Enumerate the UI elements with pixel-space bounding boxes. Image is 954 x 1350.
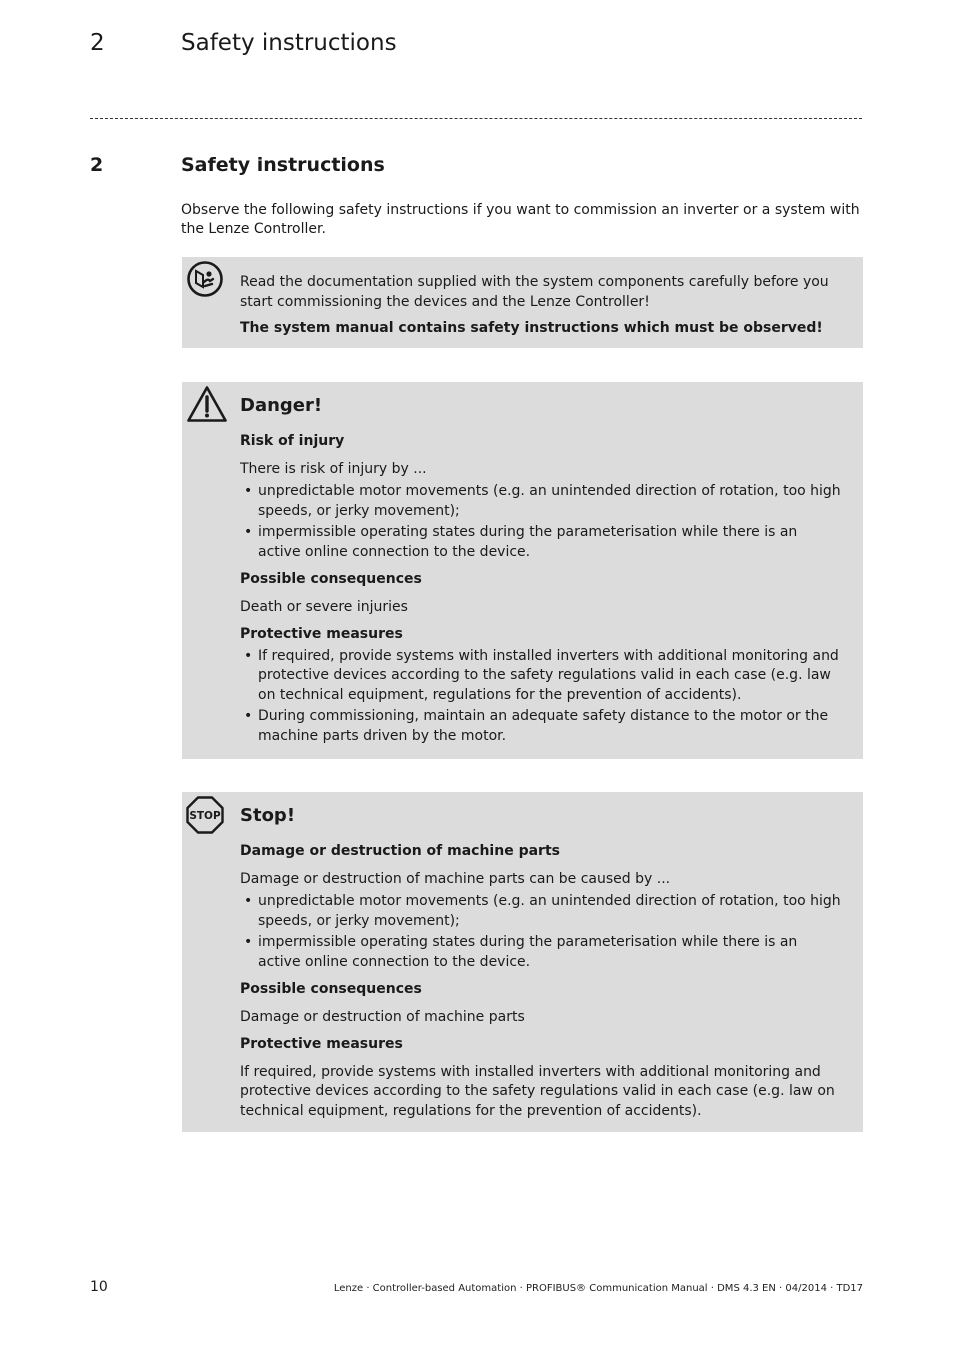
note-box bbox=[182, 257, 863, 348]
danger-heading: Risk of injury bbox=[240, 433, 345, 449]
list-item: • unpredictable motor movements (e.g. an unintended direction of rotation, too high speeds, or jerky movement); bbox=[240, 482, 843, 521]
danger-consequences: Death or severe injuries bbox=[240, 598, 408, 615]
stop-heading: Damage or destruction of machine parts bbox=[240, 843, 560, 859]
danger-measures-list bbox=[240, 647, 843, 747]
header-chapter-title: Safety instructions bbox=[181, 30, 397, 56]
stop-measures-heading: Protective measures bbox=[240, 1036, 403, 1052]
list-item: • unpredictable motor movements (e.g. an unintended direction of rotation, too high speeds, or jerky movement); bbox=[240, 892, 843, 931]
stop-box bbox=[182, 792, 863, 1132]
note-bold-text: The system manual contains safety instructions which must be observed! bbox=[240, 320, 823, 336]
list-item: • impermissible operating states during the parameterisation while there is an active online connection to the device. bbox=[240, 933, 843, 972]
danger-measures-heading: Protective measures bbox=[240, 626, 403, 642]
read-documentation-icon bbox=[186, 260, 224, 305]
stop-sign-text: STOP bbox=[189, 810, 221, 822]
footer-info: Lenze · Controller-based Automation · PROFIBUS® Communication Manual · DMS 4.3 EN · 04/2014 · TD17 bbox=[333, 1283, 863, 1294]
stop-sign-icon bbox=[186, 796, 224, 841]
section-number: 2 bbox=[90, 154, 104, 176]
intro-paragraph: Observe the following safety instructions if you want to commission an inverter or a system with the Lenze Controller. bbox=[181, 202, 860, 237]
header-divider bbox=[90, 118, 862, 119]
list-item: • If required, provide systems with installed inverters with additional monitoring and protective devices according to the safety regulations valid in each case (e.g. law on technical equipment, regulations for the prevention of accidents). bbox=[240, 647, 843, 706]
danger-lead: There is risk of injury by ... bbox=[240, 460, 427, 477]
danger-title: Danger! bbox=[240, 395, 323, 416]
stop-consequences-heading: Possible consequences bbox=[240, 981, 422, 997]
stop-measures-text: If required, provide systems with installed inverters with additional monitoring and protective devices according to the safety regulations valid in each case (e.g. law on technical equipment, regulations for the prevention of accidents). bbox=[240, 1063, 835, 1119]
list-item: • impermissible operating states during the parameterisation while there is an active online connection to the device. bbox=[240, 523, 843, 562]
header-chapter-number: 2 bbox=[90, 30, 105, 56]
stop-title: Stop! bbox=[240, 805, 296, 826]
danger-causes-list bbox=[240, 482, 843, 562]
danger-box bbox=[182, 382, 863, 759]
section-title: Safety instructions bbox=[181, 154, 385, 176]
stop-lead: Damage or destruction of machine parts can be caused by ... bbox=[240, 870, 671, 887]
stop-consequences: Damage or destruction of machine parts bbox=[240, 1008, 525, 1025]
note-text: Read the documentation supplied with the system components carefully before you start commissioning the devices and the Lenze Controller! bbox=[240, 274, 829, 310]
danger-consequences-heading: Possible consequences bbox=[240, 571, 422, 587]
list-item: • During commissioning, maintain an adequate safety distance to the motor or the machine parts driven by the motor. bbox=[240, 707, 843, 746]
stop-causes-list bbox=[240, 892, 843, 972]
page-number: 10 bbox=[90, 1279, 108, 1295]
warning-triangle-icon bbox=[186, 385, 228, 430]
